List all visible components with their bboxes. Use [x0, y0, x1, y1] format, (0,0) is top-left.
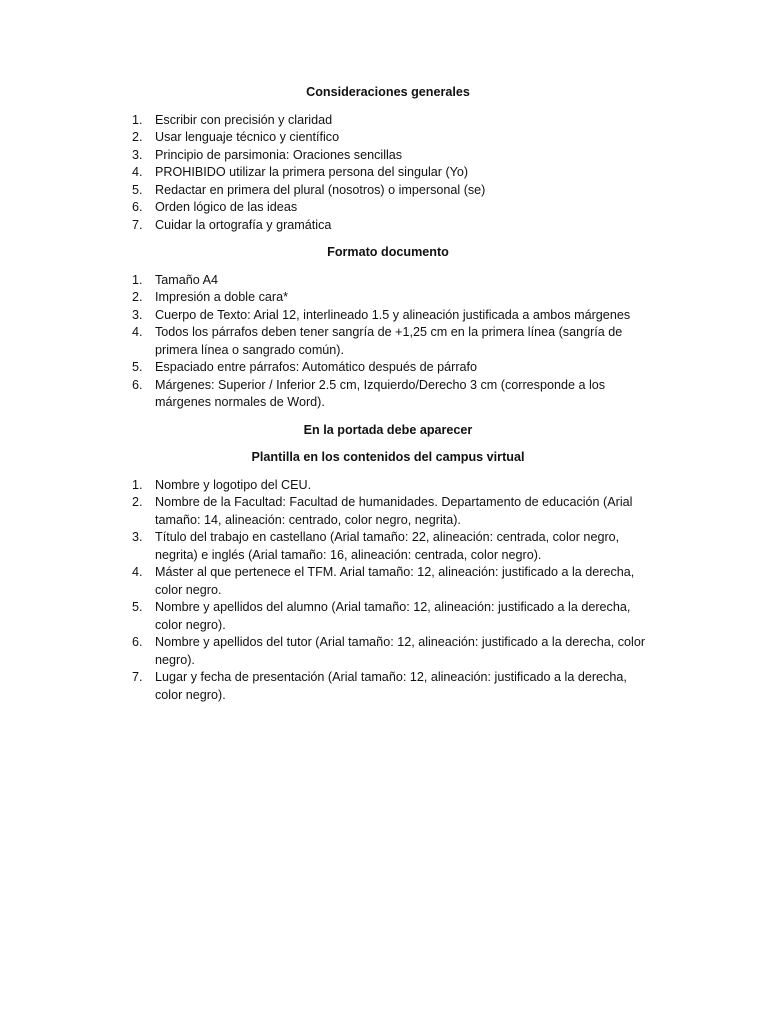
list-item: 6. Márgenes: Superior / Inferior 2.5 cm, Izquierdo/Derecho 3 cm (corresponde a los márgenes normales de Word). — [132, 377, 606, 409]
cover-heading: En la portada debe aparecer — [303, 422, 473, 437]
list-item: 6. Nombre y apellidos del tutor (Arial tamaño: 12, alineación: justificado a la derecha, color negro). — [132, 635, 646, 667]
document-body — [128, 84, 648, 704]
general-considerations-heading: Consideraciones generales — [306, 85, 470, 99]
list-item: 4. Todos los párrafos deben tener sangría de +1,25 cm en la primera línea (sangría de primera línea o sangrado común). — [132, 325, 623, 357]
list-item: 5. Espaciado entre párrafos: Automático después de párrafo — [132, 360, 478, 374]
list-item: 3. Principio de parsimonia: Oraciones sencillas — [132, 147, 403, 162]
document-format-list — [128, 272, 648, 412]
cover-requirements-list — [128, 477, 648, 705]
list-item: 6. Orden lógico de las ideas — [132, 200, 298, 214]
list-item: 3. Título del trabajo en castellano (Arial tamaño: 22, alineación: centrada, color negro, negrita) e inglés (Arial tamaño: 16, alineación: centrada, color negro). — [132, 530, 620, 562]
list-item: 2. Impresión a doble cara* — [132, 290, 289, 304]
cover-subheading: Plantilla en los contenidos del campus virtual — [251, 450, 525, 464]
list-item: 7. Lugar y fecha de presentación (Arial tamaño: 12, alineación: justificado a la derecha, color negro). — [132, 670, 627, 702]
list-item: 4. Máster al que pertenece el TFM. Arial tamaño: 12, alineación: justificado a la derecha, color negro. — [132, 565, 635, 597]
list-item: 7. Cuidar la ortografía y gramática — [132, 217, 332, 232]
list-item: 1. Nombre y logotipo del CEU. — [132, 477, 312, 492]
list-item: 3. Cuerpo de Texto: Arial 12, interlineado 1.5 y alineación justificada a ambos márgenes — [132, 307, 631, 322]
list-item: 2. Usar lenguaje técnico y científico — [132, 130, 340, 144]
list-item: 4. PROHIBIDO utilizar la primera persona del singular (Yo) — [132, 165, 469, 179]
document-format-heading: Formato documento — [327, 245, 449, 259]
list-item: 5. Nombre y apellidos del alumno (Arial tamaño: 12, alineación: justificado a la derecha, color negro). — [132, 600, 631, 632]
list-item: 2. Nombre de la Facultad: Facultad de humanidades. Departamento de educación (Arial tamaño: 14, alineación: centrado, color negro, negrita). — [132, 495, 633, 527]
list-item: 5. Redactar en primera del plural (nosotros) o impersonal (se) — [132, 182, 486, 197]
list-item: 1. Escribir con precisión y claridad — [132, 112, 333, 127]
general-considerations-list — [128, 112, 648, 235]
list-item: 1. Tamaño A4 — [132, 272, 219, 287]
